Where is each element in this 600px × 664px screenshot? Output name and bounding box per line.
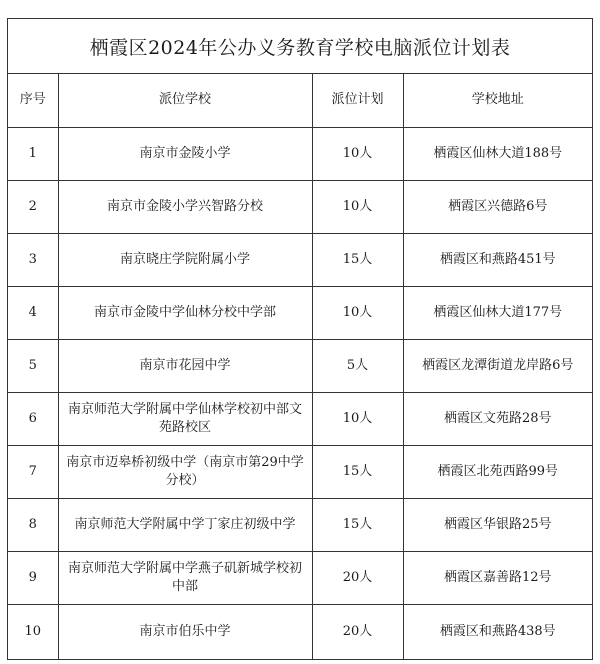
row-school-cell: 南京市金陵小学兴智路分校	[58, 180, 312, 233]
header-address: 学校地址	[403, 74, 592, 127]
row-school-cell: 南京市伯乐中学	[58, 604, 312, 660]
row-no-cell: 5	[8, 339, 58, 392]
row-count-cell: 10人	[312, 180, 403, 233]
row-address-cell: 栖霞区龙潭街道龙岸路6号	[403, 339, 592, 392]
plan-table	[8, 74, 592, 660]
row-no-cell: 6	[8, 392, 58, 445]
table-row	[8, 286, 592, 339]
row-count-cell: 15人	[312, 445, 403, 498]
row-no-cell: 3	[8, 233, 58, 286]
row-school-cell: 南京师范大学附属中学仙林学校初中部文苑路校区	[58, 392, 312, 445]
header-no: 序号	[8, 74, 58, 127]
row-count-cell: 10人	[312, 127, 403, 180]
row-address-cell: 栖霞区仙林大道188号	[403, 127, 592, 180]
row-count-cell: 10人	[312, 286, 403, 339]
row-address-cell: 栖霞区兴德路6号	[403, 180, 592, 233]
row-no-cell: 2	[8, 180, 58, 233]
row-no-cell: 7	[8, 445, 58, 498]
table-row	[8, 339, 592, 392]
row-count-cell: 5人	[312, 339, 403, 392]
row-no-cell: 4	[8, 286, 58, 339]
row-school-cell: 南京市金陵中学仙林分校中学部	[58, 286, 312, 339]
row-address-cell: 栖霞区和燕路438号	[403, 604, 592, 660]
table-row	[8, 445, 592, 498]
row-count-cell: 15人	[312, 498, 403, 551]
header-row	[8, 74, 592, 127]
table-row	[8, 127, 592, 180]
table-row	[8, 604, 592, 660]
row-school-cell: 南京市花园中学	[58, 339, 312, 392]
table-row	[8, 551, 592, 604]
table-row	[8, 233, 592, 286]
plan-table-body	[8, 127, 592, 660]
row-address-cell: 栖霞区和燕路451号	[403, 233, 592, 286]
row-address-cell: 栖霞区仙林大道177号	[403, 286, 592, 339]
row-count-cell: 10人	[312, 392, 403, 445]
row-no-cell: 10	[8, 604, 58, 660]
row-no-cell: 8	[8, 498, 58, 551]
row-school-cell: 南京市金陵小学	[58, 127, 312, 180]
plan-sheet	[7, 18, 593, 660]
table-row	[8, 498, 592, 551]
page-title: 栖霞区2024年公办义务教育学校电脑派位计划表	[8, 19, 592, 74]
row-count-cell: 20人	[312, 551, 403, 604]
row-no-cell: 9	[8, 551, 58, 604]
table-row	[8, 392, 592, 445]
row-count-cell: 20人	[312, 604, 403, 660]
header-count: 派位计划	[312, 74, 403, 127]
row-school-cell: 南京师范大学附属中学燕子矶新城学校初中部	[58, 551, 312, 604]
row-address-cell: 栖霞区嘉善路12号	[403, 551, 592, 604]
row-no-cell: 1	[8, 127, 58, 180]
header-school: 派位学校	[58, 74, 312, 127]
row-count-cell: 15人	[312, 233, 403, 286]
table-row	[8, 180, 592, 233]
row-address-cell: 栖霞区文苑路28号	[403, 392, 592, 445]
row-school-cell: 南京晓庄学院附属小学	[58, 233, 312, 286]
row-school-cell: 南京市迈皋桥初级中学（南京市第29中学分校）	[58, 445, 312, 498]
row-address-cell: 栖霞区北苑西路99号	[403, 445, 592, 498]
row-school-cell: 南京师范大学附属中学丁家庄初级中学	[58, 498, 312, 551]
row-address-cell: 栖霞区华银路25号	[403, 498, 592, 551]
